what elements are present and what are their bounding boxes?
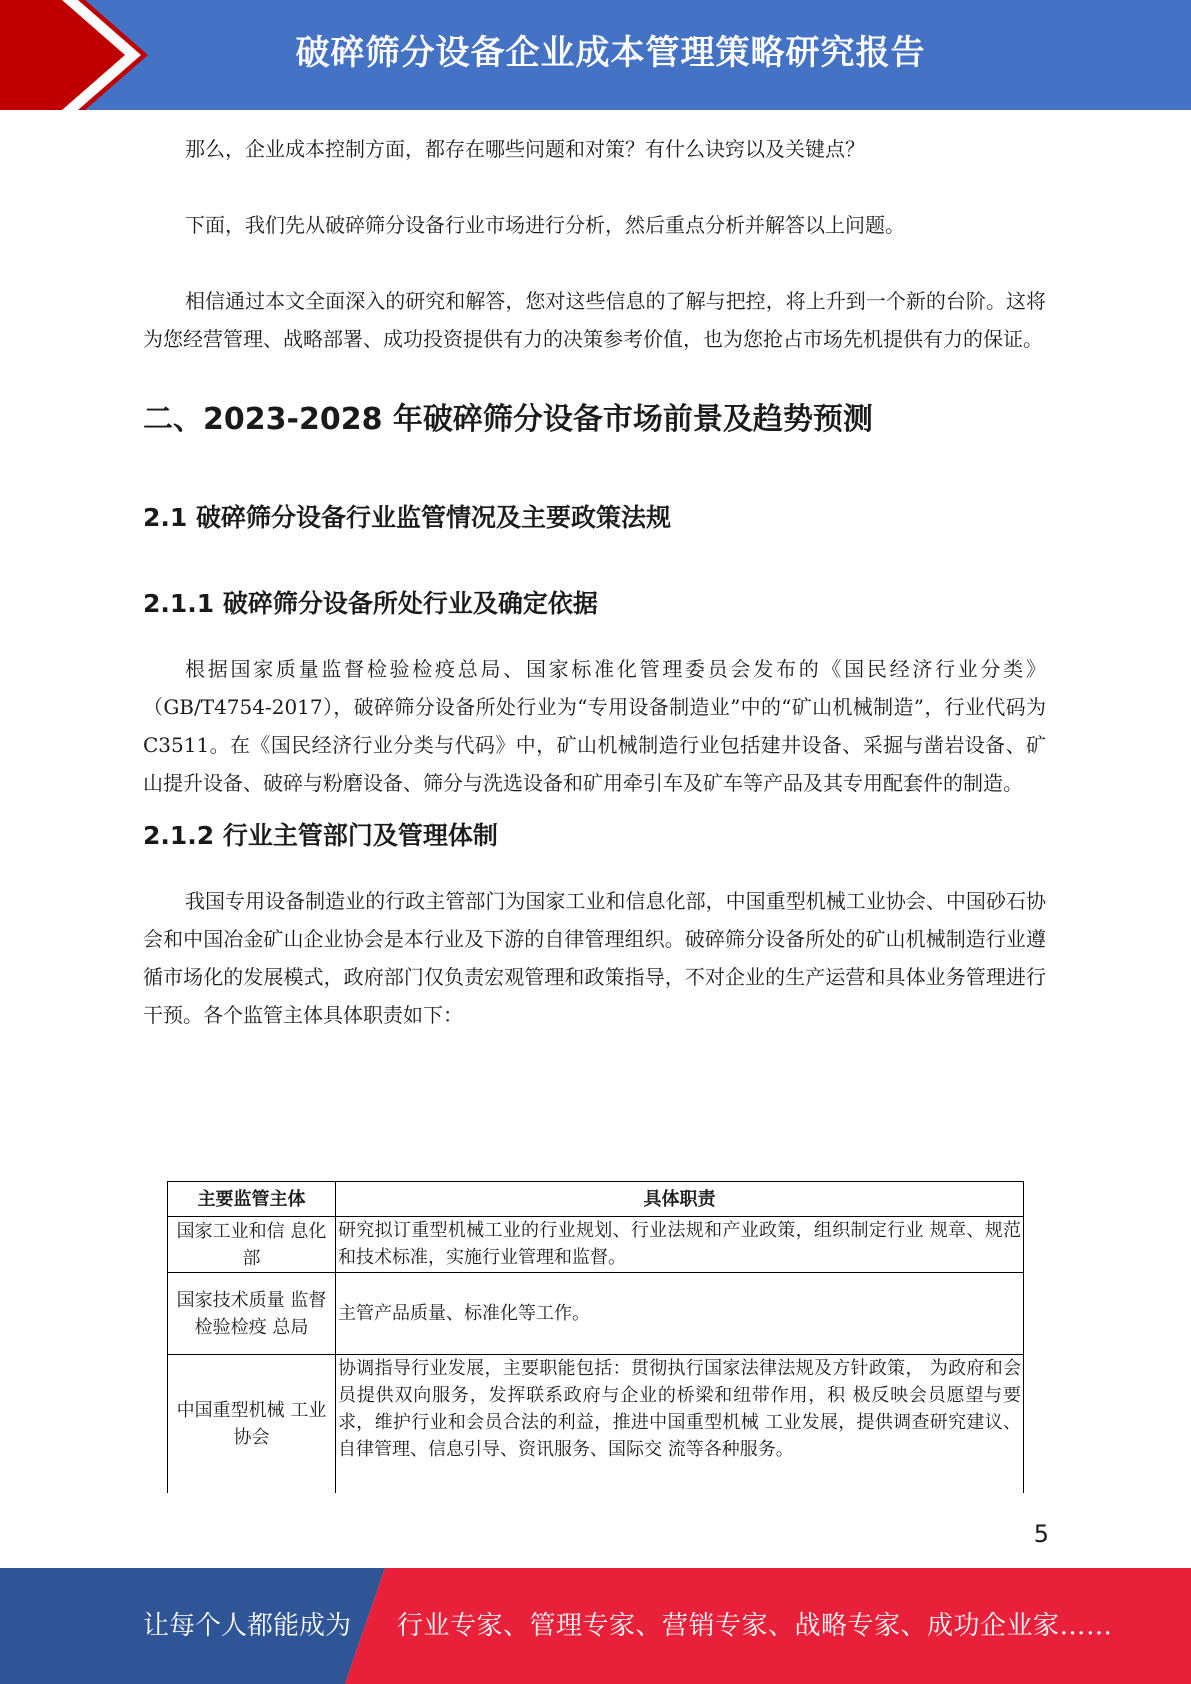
regulator-duties-table — [167, 1181, 1024, 1493]
document-title: 破碎筛分设备企业成本管理策略研究报告 — [295, 33, 926, 73]
table-header-duty: 具体职责 — [336, 1182, 1024, 1217]
table-row — [168, 1273, 1024, 1355]
table-cell-subject: 国家工业和信 息化部 — [168, 1217, 336, 1273]
page-header — [0, 0, 1191, 110]
table-header-row — [168, 1182, 1024, 1217]
document-body — [143, 130, 1046, 1034]
table-cell-duty: 主管产品质量、标准化等工作。 — [336, 1273, 1024, 1355]
table-cell-duty: 研究拟订重型机械工业的行业规划、行业法规和产业政策，组织制定行业 规章、规范和技术标准，实施行业管理和监督。 — [336, 1217, 1024, 1273]
subsection-heading-2-1-1: 2.1.1 破碎筛分设备所处行业及确定依据 — [143, 589, 598, 618]
footer-slogan-right: 行业专家、管理专家、营销专家、战略专家、成功企业家…… — [397, 1611, 1113, 1641]
paragraph-intro-question: 那么，企业成本控制方面，都存在哪些问题和对策？有什么诀窍以及关键点？ — [185, 137, 865, 161]
table-row — [168, 1355, 1024, 1493]
paragraph-intro-plan: 下面，我们先从破碎筛分设备行业市场进行分析，然后重点分析并解答以上问题。 — [185, 213, 905, 237]
header-arrow-decoration — [0, 0, 150, 110]
table-header-subject: 主要监管主体 — [168, 1182, 336, 1217]
page-number: 5 — [1033, 1520, 1049, 1548]
table-row — [168, 1217, 1024, 1273]
subsection-heading-2-1-2: 2.1.2 行业主管部门及管理体制 — [143, 821, 498, 850]
page-footer — [0, 1568, 1191, 1684]
section-heading: 二、2023-2028 年破碎筛分设备市场前景及趋势预测 — [143, 402, 873, 437]
table-cell-subject: 中国重型机械 工业协会 — [168, 1355, 336, 1493]
footer-slogan-left: 让每个人都能成为 — [143, 1611, 352, 1641]
paragraph-management-system: 我国专用设备制造业的行政主管部门为国家工业和信息化部，中国重型机械工业协会、中国砂石协会和中国冶金矿山企业协会是本行业及下游的自律管理组织。破碎筛分设备所处的矿山机械制造行业遵循市场化的发展模式，政府部门仅负责宏观管理和政策指导，不对企业的生产运营和具体业务管理进行干预。各个监管主体具体职责如下： — [143, 889, 1046, 1027]
table-cell-subject: 国家技术质量 监督检验检疫 总局 — [168, 1273, 336, 1355]
subsection-heading-2-1: 2.1 破碎筛分设备行业监管情况及主要政策法规 — [143, 503, 671, 532]
paragraph-industry-classification: 根据国家质量监督检验检疫总局、国家标准化管理委员会发布的《国民经济行业分类》（GB/T4754-2017），破碎筛分设备所处行业为“专用设备制造业”中的“矿山机械制造”，行业代码为 C3511。在《国民经济行业分类与代码》中，矿山机械制造行业包括建井设备、采掘与凿岩设备、矿山提升设备、破碎与粉磨设备、筛分与洗选设备和矿用牵引车及矿车等产品及其专用配套件的制造。 — [143, 657, 1046, 795]
paragraph-intro-value: 相信通过本文全面深入的研究和解答，您对这些信息的了解与把控，将上升到一个新的台阶。这将为您经营管理、战略部署、成功投资提供有力的决策参考价值，也为您抢占市场先机提供有力的保证。 — [143, 289, 1046, 351]
table-cell-duty: 协调指导行业发展，主要职能包括：贯彻执行国家法律法规及方针政策， 为政府和会员提供双向服务，发挥联系政府与企业的桥梁和纽带作用，积 极反映会员愿望与要求，维护行业和会员合法的利益，推进中国重型机械 工业发展，提供调查研究建议、自律管理、信息引导、资讯服务、国际交 流等各种服务。 — [336, 1355, 1024, 1493]
